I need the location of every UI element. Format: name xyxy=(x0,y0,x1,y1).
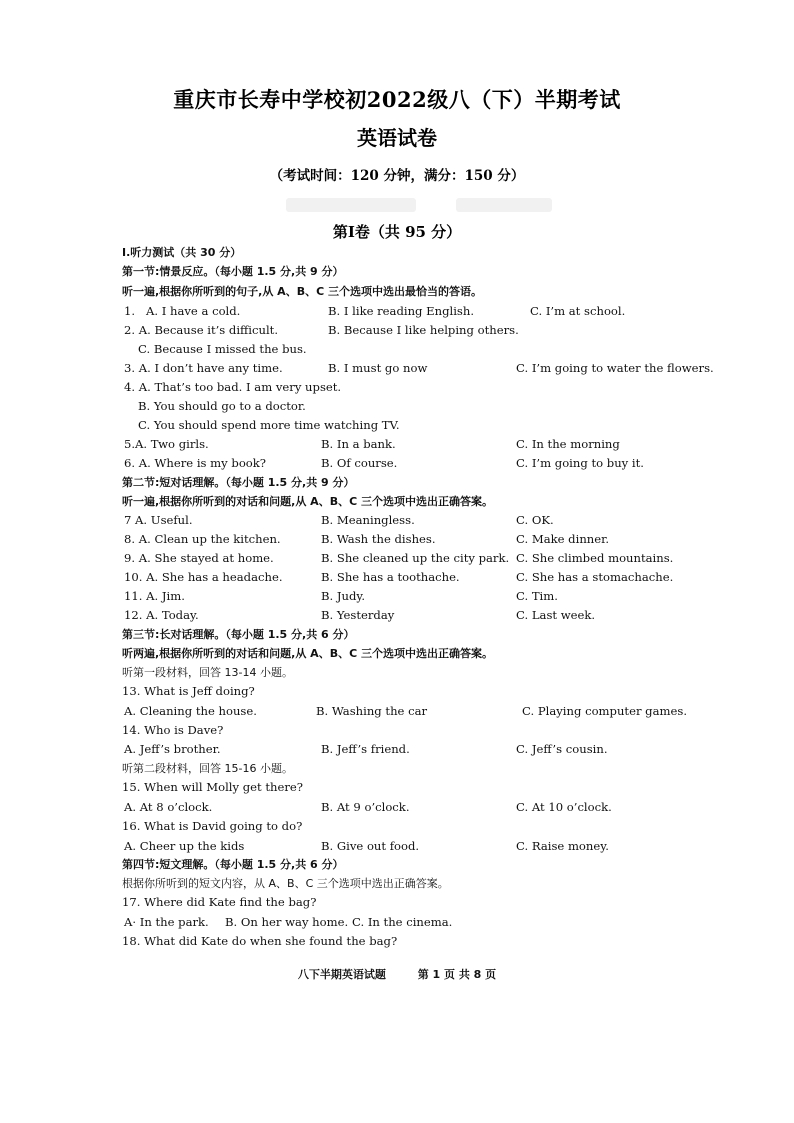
option-a: A. Cheer up the kids xyxy=(124,839,245,853)
option-a: A· In the park. xyxy=(124,915,209,929)
section2-instruction: 听一遍,根据你所听到的对话和问题,从 A、B、C 三个选项中选出正确答案。 xyxy=(122,495,493,508)
faded-mark xyxy=(456,198,552,212)
option-a: 4. A. That’s too bad. I am very upset. xyxy=(124,380,342,394)
footer-title: 八下半期英语试题 xyxy=(297,968,386,981)
option-a: A. At 8 o’clock. xyxy=(124,800,213,814)
option-a: 9. A. She stayed at home. xyxy=(124,551,274,565)
section4-instruction: 根据你所听到的短文内容，从 A、B、C 三个选项中选出正确答案。 xyxy=(122,877,449,890)
option-b: B. Wash the dishes. xyxy=(321,532,436,546)
option-b: B. Yesterday xyxy=(321,608,395,622)
option-b: B. You should go to a doctor. xyxy=(138,399,306,413)
option-a: 2. A. Because it’s difficult. xyxy=(124,323,279,337)
option-c: C. In the cinema. xyxy=(352,915,453,929)
option-a: 12. A. Today. xyxy=(124,608,199,622)
question-stem: 15. When will Molly get there? xyxy=(122,780,303,794)
section3-title: 第三节:长对话理解。（每小题 1.5 分,共 6 分） xyxy=(122,628,355,641)
section4-title: 第四节:短文理解。（每小题 1.5 分,共 6 分） xyxy=(122,858,344,871)
option-a: 6. A. Where is my book? xyxy=(124,456,267,470)
option-b: B. She has a toothache. xyxy=(321,570,460,584)
option-c: C. Playing computer games. xyxy=(522,704,688,718)
option-b: B. Of course. xyxy=(321,456,398,470)
option-b: B. Washing the car xyxy=(316,704,428,718)
part-title: I.听力测试（共 30 分） xyxy=(122,246,242,259)
exam-title: 重庆市长寿中学校初2022级八（下）半期考试 xyxy=(173,87,621,112)
option-b: B. Give out food. xyxy=(321,839,420,853)
option-c: C. I’m at school. xyxy=(530,304,626,318)
option-c: C. OK. xyxy=(516,513,554,527)
option-a: 8. A. Clean up the kitchen. xyxy=(124,532,281,546)
material-note: 听第二段材料，回答 15-16 小题。 xyxy=(122,762,293,775)
option-a: 7 A. Useful. xyxy=(124,513,193,527)
volume-title: 第Ⅰ卷（共 95 分） xyxy=(332,223,462,241)
option-c: C. Because I missed the bus. xyxy=(138,342,307,356)
option-a: 11. A. Jim. xyxy=(124,589,185,603)
option-b: B. In a bank. xyxy=(321,437,396,451)
option-b: B. I must go now xyxy=(328,361,428,375)
option-c: C. She has a stomachache. xyxy=(516,570,674,584)
exam-info: （考试时间：120 分钟，满分：150 分） xyxy=(269,168,525,184)
question-stem: 17. Where did Kate find the bag? xyxy=(122,895,317,909)
option-b: B. I like reading English. xyxy=(328,304,475,318)
section3-instruction: 听两遍,根据你所听到的对话和问题,从 A、B、C 三个选项中选出正确答案。 xyxy=(122,647,493,660)
option-a: A. Jeff’s brother. xyxy=(124,742,221,756)
option-a: 3. A. I don’t have any time. xyxy=(124,361,283,375)
question-stem: 13. What is Jeff doing? xyxy=(122,684,255,698)
page-number: 第 1 页 共 8 页 xyxy=(417,968,497,981)
option-c: C. I’m going to water the flowers. xyxy=(516,361,714,375)
question-stem: 14. Who is Dave? xyxy=(122,723,224,737)
question-stem: 16. What is David going to do? xyxy=(122,819,303,833)
option-b: B. Jeff’s friend. xyxy=(321,742,410,756)
section2-title: 第二节:短对话理解。（每小题 1.5 分,共 9 分） xyxy=(122,476,355,489)
option-b: B. At 9 o’clock. xyxy=(321,800,410,814)
option-b: B. Judy. xyxy=(321,589,366,603)
option-b: B. Because I like helping others. xyxy=(328,323,519,337)
option-c: C. Make dinner. xyxy=(516,532,610,546)
subject-title: 英语试卷 xyxy=(357,126,437,150)
question-stem: 18. What did Kate do when she found the bag? xyxy=(122,934,398,948)
option-c: C. In the morning xyxy=(516,437,620,451)
material-note: 听第一段材料，回答 13-14 小题。 xyxy=(122,666,293,679)
option-a: A. Cleaning the house. xyxy=(124,704,257,718)
option-c: C. I’m going to buy it. xyxy=(516,456,644,470)
option-c: C. She climbed mountains. xyxy=(516,551,674,565)
option-c: C. Tim. xyxy=(516,589,558,603)
section1-title: 第一节:情景反应。（每小题 1.5 分,共 9 分） xyxy=(122,265,344,278)
option-c: C. Jeff’s cousin. xyxy=(516,742,608,756)
page-footer xyxy=(0,966,794,982)
option-c: C. You should spend more time watching TV. xyxy=(138,418,400,432)
option-a: A. I have a cold. xyxy=(146,304,241,318)
option-c: C. Raise money. xyxy=(516,839,609,853)
faded-mark xyxy=(286,198,416,212)
question-number: 1. xyxy=(124,304,136,318)
option-b: B. She cleaned up the city park. xyxy=(321,551,510,565)
section1-instruction: 听一遍,根据你所听到的句子,从 A、B、C 三个选项中选出最恰当的答语。 xyxy=(122,285,482,298)
option-c: C. Last week. xyxy=(516,608,596,622)
option-c: C. At 10 o’clock. xyxy=(516,800,612,814)
option-a: 10. A. She has a headache. xyxy=(124,570,283,584)
option-b: B. Meaningless. xyxy=(321,513,415,527)
option-a: 5.A. Two girls. xyxy=(124,437,209,451)
option-b: B. On her way home. xyxy=(225,915,349,929)
